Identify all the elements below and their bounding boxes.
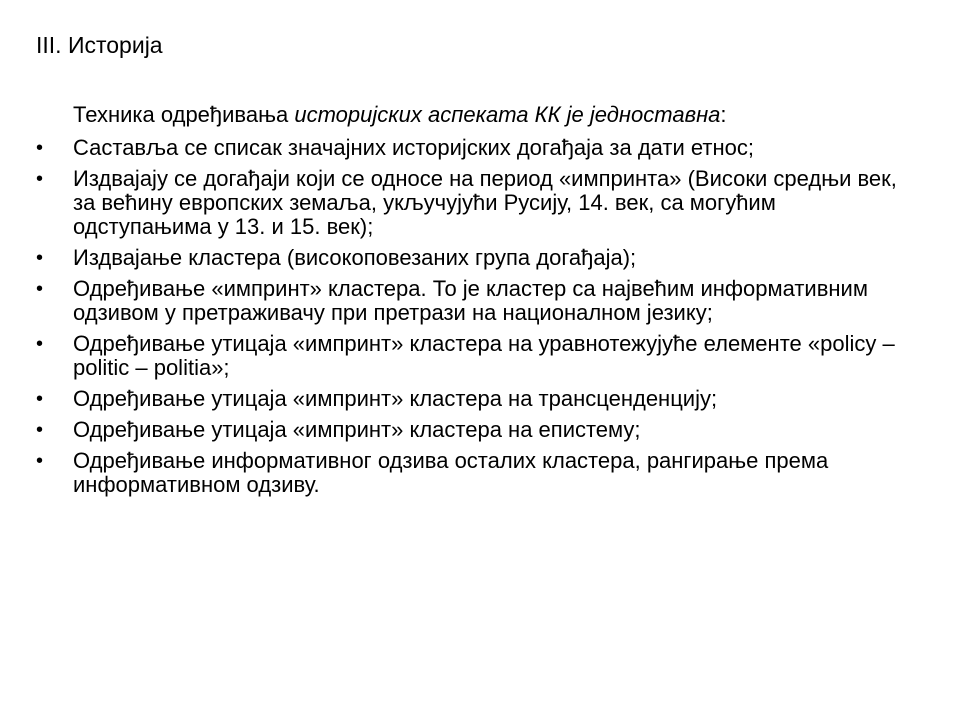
bullet-text: Одређивање утицаја «импринт» кластера на уравнотежујуће елементе «policy – politic – politia»; bbox=[73, 331, 895, 380]
bullet-marker: • bbox=[36, 168, 44, 190]
bullet-marker: • bbox=[36, 333, 44, 355]
slide-heading: III. Историја bbox=[36, 32, 163, 58]
bullet-item bbox=[36, 277, 916, 325]
bullet-item bbox=[36, 418, 916, 442]
intro-suffix: : bbox=[720, 102, 727, 127]
bullet-text: Састављa се списак значајних историјских догађаја за дати етнос; bbox=[73, 135, 754, 160]
bullet-marker: • bbox=[36, 278, 44, 300]
bullet-item bbox=[36, 167, 916, 239]
bullet-text: Одређивање информативног одзива осталих кластера, рангирање према информативном одзиву. bbox=[73, 448, 829, 497]
intro-line bbox=[73, 100, 727, 130]
bullet-item bbox=[36, 246, 916, 270]
bullet-text: Одређивање «импринт» кластера. То је кластер са највећим информативним одзивом у претраживачу при претрази на националном језику; bbox=[73, 276, 868, 325]
bullet-text: Издвајање кластера (високоповезаних група догађаја); bbox=[73, 245, 637, 270]
bullet-item bbox=[36, 332, 916, 380]
bullet-text: Одређивање утицаја «импринт» кластера на епистему; bbox=[73, 417, 641, 442]
bullet-item bbox=[36, 387, 916, 411]
intro-italic: историјских аспеката КК је једноставна bbox=[294, 102, 721, 127]
bullet-list bbox=[36, 136, 916, 504]
bullet-text: Издвајају се догађаји који се односе на период «импринта» (Високи средњи век, за већину европских земаља, укључујући Русију, 14. век, са могућим одступањима у 13. и 15. век); bbox=[73, 166, 897, 239]
bullet-marker: • bbox=[36, 137, 44, 159]
bullet-marker: • bbox=[36, 388, 44, 410]
intro-prefix: Техника одређивања bbox=[73, 102, 295, 127]
bullet-text: Одређивање утицаја «импринт» кластера на трансценденцију; bbox=[73, 386, 718, 411]
bullet-marker: • bbox=[36, 419, 44, 441]
bullet-item bbox=[36, 449, 916, 497]
bullet-item bbox=[36, 136, 916, 160]
bullet-marker: • bbox=[36, 247, 44, 269]
bullet-marker: • bbox=[36, 450, 44, 472]
